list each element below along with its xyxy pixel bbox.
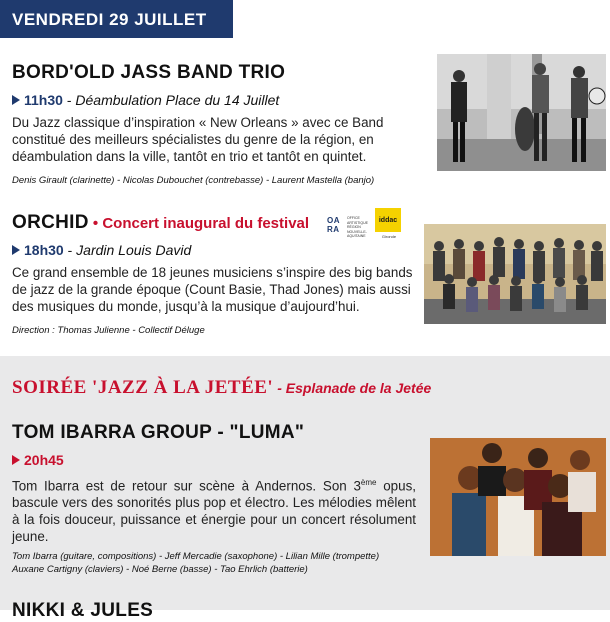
soiree-title: SOIRÉE 'JAZZ À LA JETÉE' (12, 377, 274, 398)
iddac-logo-box: iddac (375, 208, 401, 232)
iddac-logo (375, 208, 403, 246)
event-time: 18h30 (24, 242, 64, 258)
credits-line-1: Tom Ibarra (guitare, compositions) - Jeff Mercadie (saxophone) - Lilian Mille (trompette) (12, 551, 380, 563)
date-banner: VENDREDI 29 JUILLET (0, 0, 233, 38)
partner-logos (327, 208, 405, 248)
event-title: TOM IBARRA GROUP - "LUMA" (12, 422, 305, 443)
event-place: Déambulation Place du 14 Juillet (75, 92, 280, 108)
iddac-logo-sub: Gironde (381, 234, 397, 239)
photo-tom-ibarra-group (430, 438, 606, 556)
event-credits: Denis Girault (clarinette) - Nicolas Dubouchet (contrebasse) - Laurent Mastella (banjo) (12, 175, 375, 186)
description-part-2: opus, bascule vers des sonorités plus pop et électro. Les mélodies mêlent à la fois douceur, puissance et énergie pour un concert résolument jeune. (12, 478, 416, 545)
event-credits (12, 550, 416, 576)
soiree-heading (12, 377, 431, 399)
description-superscript: ème (360, 478, 377, 487)
photo-orchid-ensemble (424, 224, 606, 324)
next-event-title: NIKKI & JULES (12, 600, 154, 621)
event-subtitle: • Concert inaugural du festival (88, 215, 310, 232)
event-description: Du Jazz classique d’inspiration « New Orleans » avec ce Band constitué des meilleurs spécialistes du genre de la région, en déambulation dans la ville, tantôt en trio et tantôt en quintet. (12, 115, 384, 164)
play-triangle-icon (12, 245, 20, 255)
event-credits: Direction : Thomas Julienne - Collectif Déluge (12, 325, 205, 336)
separator: - (62, 92, 76, 108)
event-bordold (12, 62, 424, 187)
event-time: 11h30 (24, 92, 63, 108)
event-time-line (12, 92, 424, 108)
oara-logo-text: OFFICE ARTISTIQUE RÉGION NOUVELLE-AQUITAINE (347, 216, 368, 238)
oara-logo-mark: OARA (327, 216, 340, 234)
description-part-1: Tom Ibarra est de retour sur scène à Andernos. Son 3 (12, 478, 361, 494)
photo-bordold-trio (437, 54, 606, 171)
soiree-location: - Esplanade de la Jetée (277, 380, 432, 396)
oara-logo (327, 216, 372, 242)
event-description: Ce grand ensemble de 18 jeunes musiciens s’inspire des big bands de jazz de la grande époque (Count Basie, Thad Jones) mais aussi des musiques du monde, jusqu’à la musique d’aujourd’hui. (12, 265, 413, 314)
event-time: 20h45 (24, 452, 64, 468)
play-triangle-icon (12, 455, 20, 465)
event-title-main: ORCHID (12, 212, 89, 233)
event-title: BORD'OLD JASS BAND TRIO (12, 62, 286, 83)
event-place: Jardin Louis David (76, 242, 192, 258)
event-time-line (12, 452, 416, 468)
event-tom-ibarra (12, 422, 416, 576)
event-description (12, 474, 416, 545)
separator: - (63, 242, 77, 258)
play-triangle-icon (12, 95, 20, 105)
credits-line-2: Auxane Cartigny (claviers) - Noé Berne (basse) - Tao Ehrlich (batterie) (12, 564, 308, 576)
